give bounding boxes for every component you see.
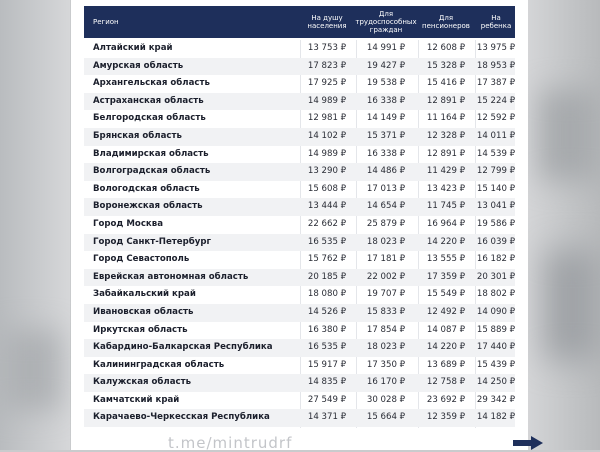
cell-pensioners: 13 423 ₽ <box>426 183 466 194</box>
header-region: Регион <box>93 18 119 26</box>
background-blur <box>540 90 600 180</box>
background-blur <box>0 330 60 410</box>
cell-pensioners: 17 359 ₽ <box>426 271 466 282</box>
cell-children: 12 592 ₽ <box>476 113 516 124</box>
table-row <box>84 128 515 146</box>
cell-per-capita: 15 762 ₽ <box>307 254 347 265</box>
cell-children: 13 041 ₽ <box>476 201 516 212</box>
cell-working: 30 028 ₽ <box>366 394 406 405</box>
region-name: Калужская область <box>93 377 192 388</box>
region-name: Город Санкт-Петербург <box>93 236 212 247</box>
cell-working: 16 338 ₽ <box>366 95 406 106</box>
table-row <box>84 58 515 76</box>
cell-pensioners: 11 429 ₽ <box>426 166 466 177</box>
table-row <box>84 339 515 357</box>
arrow-right-icon[interactable] <box>513 436 543 450</box>
cell-pensioners: 23 692 ₽ <box>426 394 466 405</box>
cell-pensioners: 12 608 ₽ <box>426 43 466 53</box>
cell-children: 13 975 ₽ <box>476 43 516 53</box>
cell-per-capita: 14 371 ₽ <box>307 412 347 423</box>
cell-children: 14 011 ₽ <box>476 130 516 141</box>
cell-working: 14 486 ₽ <box>366 166 406 177</box>
cell-children: 16 182 ₽ <box>476 254 516 265</box>
region-name: Волгоградская область <box>93 166 211 177</box>
region-name: Кабардино-Балкарская Республика <box>93 342 273 353</box>
cell-working: 18 023 ₽ <box>366 236 406 247</box>
table-body <box>84 40 515 427</box>
cell-pensioners: 11 164 ₽ <box>426 113 466 124</box>
cell-working: 15 833 ₽ <box>366 306 406 317</box>
table-row <box>84 216 515 234</box>
region-name: Архангельская область <box>93 78 210 89</box>
region-name: Алтайский край <box>93 43 173 53</box>
cell-per-capita: 15 608 ₽ <box>307 183 347 194</box>
region-name: Калининградская область <box>93 359 225 370</box>
table-row <box>84 234 515 252</box>
cell-per-capita: 18 080 ₽ <box>307 289 347 300</box>
cell-working: 14 654 ₽ <box>366 201 406 212</box>
cell-per-capita: 17 823 ₽ <box>307 60 347 71</box>
cell-children: 15 140 ₽ <box>476 183 516 194</box>
region-name: Белгородская область <box>93 113 206 124</box>
cell-working: 19 707 ₽ <box>366 289 406 300</box>
cell-pensioners: 13 689 ₽ <box>426 359 466 370</box>
cell-working: 19 538 ₽ <box>366 78 406 89</box>
table-header <box>84 6 515 38</box>
background-blur <box>545 250 600 360</box>
table-row <box>84 286 515 304</box>
cell-children: 14 090 ₽ <box>476 306 516 317</box>
cell-children: 15 439 ₽ <box>476 359 516 370</box>
region-name: Забайкальский край <box>93 289 196 300</box>
cell-pensioners: 12 328 ₽ <box>426 130 466 141</box>
cell-children: 18 953 ₽ <box>476 60 516 71</box>
cell-per-capita: 13 290 ₽ <box>307 166 347 177</box>
cell-children: 14 182 ₽ <box>476 412 516 423</box>
table-row <box>84 93 515 111</box>
cell-per-capita: 14 835 ₽ <box>307 377 347 388</box>
cell-children: 16 039 ₽ <box>476 236 516 247</box>
cell-working: 17 350 ₽ <box>366 359 406 370</box>
cell-per-capita: 16 535 ₽ <box>307 342 347 353</box>
region-name: Город Москва <box>93 218 163 229</box>
table-row <box>84 392 515 410</box>
table-row <box>84 357 515 375</box>
header-children: На ребенка <box>480 14 512 30</box>
cell-children: 18 802 ₽ <box>476 289 516 300</box>
cell-per-capita: 16 535 ₽ <box>307 236 347 247</box>
cell-pensioners: 11 745 ₽ <box>426 201 466 212</box>
cell-children: 29 342 ₽ <box>476 394 516 405</box>
cell-children: 12 799 ₽ <box>476 166 516 177</box>
cell-children: 19 586 ₽ <box>476 218 516 229</box>
header-working: Для трудоспособных граждан <box>355 10 417 34</box>
cell-per-capita: 14 989 ₽ <box>307 95 347 106</box>
cell-children: 15 889 ₽ <box>476 324 516 335</box>
cell-per-capita: 20 185 ₽ <box>307 271 347 282</box>
cell-working: 18 023 ₽ <box>366 342 406 353</box>
table-row <box>84 40 515 58</box>
background-right <box>528 0 600 450</box>
table-row <box>84 304 515 322</box>
region-name: Иркутская область <box>93 324 188 335</box>
cell-per-capita: 12 981 ₽ <box>307 113 347 124</box>
cell-working: 17 013 ₽ <box>366 183 406 194</box>
cell-working: 14 991 ₽ <box>366 43 406 53</box>
region-name: Еврейская автономная область <box>93 271 249 282</box>
region-name: Ивановская область <box>93 306 194 317</box>
cell-pensioners: 15 549 ₽ <box>426 289 466 300</box>
region-name: Астраханская область <box>93 95 204 106</box>
cell-working: 17 181 ₽ <box>366 254 406 265</box>
cell-pensioners: 12 758 ₽ <box>426 377 466 388</box>
cell-working: 19 427 ₽ <box>366 60 406 71</box>
cell-working: 15 371 ₽ <box>366 130 406 141</box>
region-name: Амурская область <box>93 60 184 71</box>
cell-per-capita: 15 917 ₽ <box>307 359 347 370</box>
cell-pensioners: 12 492 ₽ <box>426 306 466 317</box>
subsistence-table-card <box>71 0 528 450</box>
cell-per-capita: 14 526 ₽ <box>307 306 347 317</box>
table-row <box>84 251 515 269</box>
region-name: Владимирская область <box>93 148 209 159</box>
table-row <box>84 322 515 340</box>
region-name: Воронежская область <box>93 201 203 212</box>
cell-pensioners: 14 220 ₽ <box>426 236 466 247</box>
table-row <box>84 198 515 216</box>
table-row <box>84 110 515 128</box>
cell-pensioners: 12 359 ₽ <box>426 412 466 423</box>
cell-per-capita: 17 925 ₽ <box>307 78 347 89</box>
table-row <box>84 181 515 199</box>
telegram-link[interactable]: t.me/mintrudrf <box>168 434 293 452</box>
cell-pensioners: 15 416 ₽ <box>426 78 466 89</box>
region-name: Карачаево-Черкесская Республика <box>93 412 270 423</box>
cell-children: 17 440 ₽ <box>476 342 516 353</box>
cell-children: 14 250 ₽ <box>476 377 516 388</box>
table-row <box>84 409 515 427</box>
cell-children: 20 301 ₽ <box>476 271 516 282</box>
header-per-capita: На душу населения <box>307 14 347 30</box>
cell-per-capita: 14 989 ₽ <box>307 148 347 159</box>
cell-pensioners: 14 087 ₽ <box>426 324 466 335</box>
cell-pensioners: 12 891 ₽ <box>426 95 466 106</box>
cell-per-capita: 16 380 ₽ <box>307 324 347 335</box>
cell-children: 14 539 ₽ <box>476 148 516 159</box>
cell-per-capita: 22 662 ₽ <box>307 218 347 229</box>
cell-working: 16 338 ₽ <box>366 148 406 159</box>
cell-pensioners: 16 964 ₽ <box>426 218 466 229</box>
cell-per-capita: 13 444 ₽ <box>307 201 347 212</box>
table-row <box>84 146 515 164</box>
region-name: Город Севастополь <box>93 254 190 265</box>
cell-children: 15 224 ₽ <box>476 95 516 106</box>
cell-per-capita: 27 549 ₽ <box>307 394 347 405</box>
cell-per-capita: 13 753 ₽ <box>307 43 347 53</box>
cell-children: 17 387 ₽ <box>476 78 516 89</box>
table-row <box>84 374 515 392</box>
cell-pensioners: 15 328 ₽ <box>426 60 466 71</box>
cell-working: 22 002 ₽ <box>366 271 406 282</box>
header-pensioners: Для пенсионеров <box>422 14 470 30</box>
region-name: Вологодская область <box>93 183 200 194</box>
cell-working: 17 854 ₽ <box>366 324 406 335</box>
cell-pensioners: 13 555 ₽ <box>426 254 466 265</box>
region-name: Брянская область <box>93 130 182 141</box>
table-row <box>84 269 515 287</box>
cell-working: 14 149 ₽ <box>366 113 406 124</box>
table-row <box>84 75 515 93</box>
cell-pensioners: 12 891 ₽ <box>426 148 466 159</box>
cell-per-capita: 14 102 ₽ <box>307 130 347 141</box>
table-row <box>84 163 515 181</box>
region-name: Камчатский край <box>93 394 180 405</box>
cell-pensioners: 14 220 ₽ <box>426 342 466 353</box>
cell-working: 15 664 ₽ <box>366 412 406 423</box>
cell-working: 16 170 ₽ <box>366 377 406 388</box>
cell-working: 25 879 ₽ <box>366 218 406 229</box>
